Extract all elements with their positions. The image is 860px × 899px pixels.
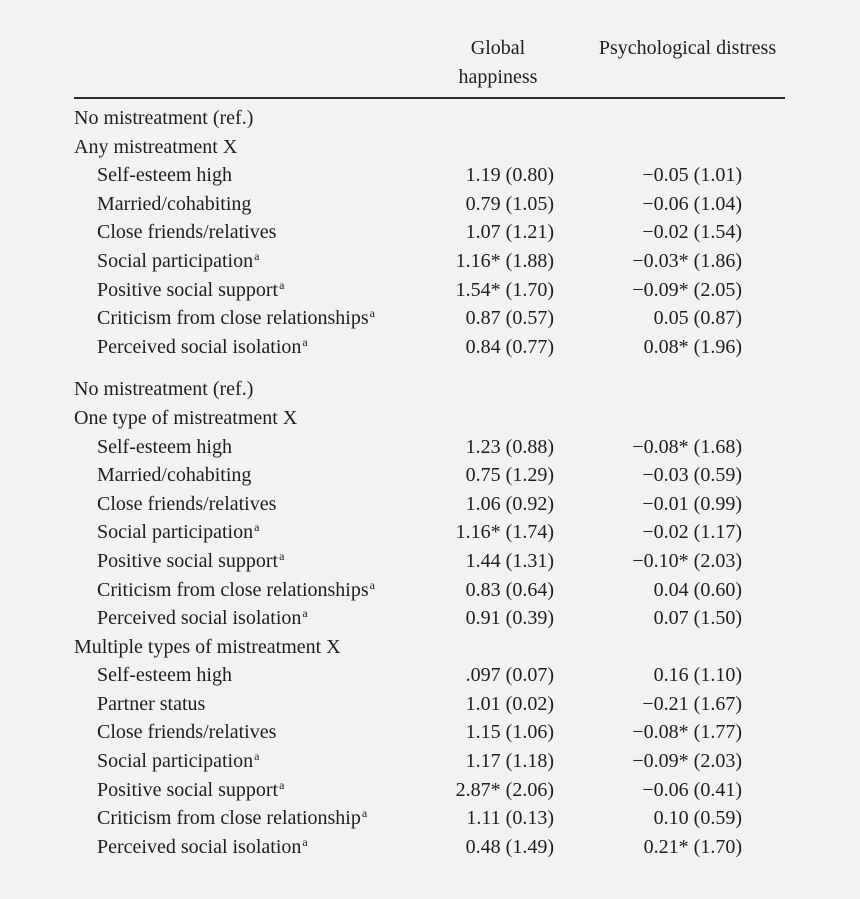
row-label: [97, 276, 284, 305]
cell-global-happiness: 1.11 (0.13): [466, 807, 554, 830]
row-label: [97, 718, 276, 747]
table-row: [74, 718, 785, 747]
row-label: [97, 690, 205, 719]
row-label: [74, 633, 341, 662]
table-row: [74, 833, 785, 862]
table-header: [74, 0, 785, 98]
footnote-marker: a: [302, 834, 308, 849]
cell-global-happiness: 1.54* (1.70): [455, 278, 554, 301]
cell-global-happiness: 1.23 (0.88): [465, 435, 554, 458]
cell-global-happiness: 0.79 (1.05): [465, 192, 554, 215]
cell-psychological-distress: −0.06 (1.04): [642, 192, 742, 215]
table-row: [74, 276, 785, 305]
cell-psychological-distress: 0.05 (0.87): [653, 307, 742, 330]
row-label-text: Perceived social isolation: [97, 335, 302, 358]
table-group-row: [74, 133, 785, 162]
footnote-marker: a: [254, 520, 260, 535]
table-row: [74, 661, 785, 690]
row-label: [97, 604, 308, 633]
row-label: [97, 190, 251, 219]
row-label: [97, 461, 251, 490]
row-label: [97, 776, 284, 805]
table-row: [74, 247, 785, 276]
cell-global-happiness: 1.01 (0.02): [465, 692, 554, 715]
cell-psychological-distress: −0.03* (1.86): [632, 249, 742, 272]
cell-global-happiness: 1.19 (0.80): [465, 164, 554, 187]
table-row: [74, 776, 785, 805]
table-group-row: [74, 633, 785, 662]
table-row: [74, 576, 785, 605]
row-label-text: Social participation: [97, 521, 254, 544]
row-label-text: Self-esteem high: [97, 435, 232, 458]
header-rule: [74, 97, 785, 99]
table-row: [74, 433, 785, 462]
row-label-text: Perceived social isolation: [97, 607, 302, 630]
row-label: [97, 304, 375, 333]
cell-psychological-distress: 0.04 (0.60): [653, 578, 742, 601]
table-row: [74, 333, 785, 362]
row-label: [97, 547, 284, 576]
row-label-text: Married/cohabiting: [97, 464, 252, 487]
cell-psychological-distress: −0.06 (0.41): [642, 778, 742, 801]
regression-table: [74, 0, 785, 858]
cell-global-happiness: .097 (0.07): [465, 664, 554, 687]
table-row: [74, 304, 785, 333]
row-label-text: Multiple types of mistreatment X: [74, 635, 341, 658]
cell-psychological-distress: 0.08* (1.96): [643, 335, 742, 358]
footnote-marker: a: [254, 749, 260, 764]
footnote-marker: a: [302, 606, 308, 621]
footnote-marker: a: [369, 577, 375, 592]
row-label: [97, 433, 232, 462]
row-label-text: Close friends/relatives: [97, 721, 277, 744]
cell-psychological-distress: −0.01 (0.99): [642, 492, 742, 515]
table-row: [74, 547, 785, 576]
cell-global-happiness: 1.06 (0.92): [465, 492, 554, 515]
table-group-row: [74, 375, 785, 404]
cell-global-happiness: 1.17 (1.18): [465, 750, 554, 773]
row-label: [97, 576, 375, 605]
row-label-text: Close friends/relatives: [97, 221, 277, 244]
row-label: [74, 104, 253, 133]
cell-psychological-distress: −0.08* (1.77): [632, 721, 742, 744]
row-label-text: Self-esteem high: [97, 164, 232, 187]
row-label-text: Criticism from close relationship: [97, 807, 361, 830]
table-row: [74, 518, 785, 547]
footnote-marker: a: [279, 277, 285, 292]
cell-global-happiness: 0.87 (0.57): [465, 307, 554, 330]
table-row: [74, 461, 785, 490]
cell-psychological-distress: 0.07 (1.50): [653, 607, 742, 630]
row-label: [97, 747, 259, 776]
cell-global-happiness: 0.75 (1.29): [465, 464, 554, 487]
footnote-marker: a: [361, 806, 368, 821]
cell-psychological-distress: 0.16 (1.10): [653, 664, 742, 687]
footnote-marker: a: [279, 548, 285, 563]
row-label: [97, 804, 367, 833]
cell-psychological-distress: −0.21 (1.67): [642, 692, 742, 715]
row-label: [97, 833, 308, 862]
row-label: [97, 161, 232, 190]
row-label: [74, 375, 253, 404]
row-label: [97, 490, 276, 519]
row-label-text: Partner status: [97, 692, 206, 715]
row-label-text: Self-esteem high: [97, 664, 232, 687]
cell-global-happiness: 0.83 (0.64): [465, 578, 554, 601]
row-label-text: Social participation: [97, 249, 254, 272]
cell-psychological-distress: −0.02 (1.54): [642, 221, 742, 244]
row-label: [97, 247, 259, 276]
cell-global-happiness: 2.87* (2.06): [455, 778, 554, 801]
cell-global-happiness: 1.44 (1.31): [465, 549, 554, 572]
row-label: [74, 133, 237, 162]
footnote-marker: a: [254, 248, 260, 263]
table-row: [74, 161, 785, 190]
cell-global-happiness: 0.91 (0.39): [465, 607, 554, 630]
row-label-text: Married/cohabiting: [97, 192, 252, 215]
cell-psychological-distress: −0.09* (2.05): [632, 278, 742, 301]
table-body: [74, 104, 785, 861]
footnote-marker: a: [279, 777, 285, 792]
row-label: [97, 661, 232, 690]
row-label: [97, 518, 259, 547]
cell-psychological-distress: −0.02 (1.17): [642, 521, 742, 544]
cell-psychological-distress: −0.09* (2.03): [632, 750, 742, 773]
cell-global-happiness: 0.48 (1.49): [465, 835, 554, 858]
row-label-text: Perceived social isolation: [97, 835, 302, 858]
table-row: [74, 190, 785, 219]
table-row: [74, 690, 785, 719]
row-label-text: One type of mistreatment X: [74, 406, 298, 429]
table-group-row: [74, 404, 785, 433]
column-header-psychological-distress: Psychological distress: [598, 37, 777, 59]
cell-global-happiness: 1.16* (1.74): [455, 521, 554, 544]
cell-psychological-distress: 0.21* (1.70): [643, 835, 742, 858]
table-row: [74, 604, 785, 633]
cell-psychological-distress: −0.08* (1.68): [632, 435, 742, 458]
cell-global-happiness: 1.15 (1.06): [465, 721, 554, 744]
row-label: [97, 218, 276, 247]
cell-global-happiness: 1.07 (1.21): [465, 221, 554, 244]
cell-global-happiness: 0.84 (0.77): [465, 335, 554, 358]
row-label-text: No mistreatment (ref.): [74, 378, 254, 401]
cell-psychological-distress: 0.10 (0.59): [653, 807, 742, 830]
row-label: [74, 404, 297, 433]
row-label-text: Positive social support: [97, 778, 279, 801]
row-label-text: Close friends/relatives: [97, 492, 277, 515]
row-label-text: Any mistreatment X: [74, 135, 238, 158]
table-row: [74, 218, 785, 247]
footnote-marker: a: [369, 306, 375, 321]
row-label-text: Criticism from close relationships: [97, 578, 369, 601]
row-label-text: Criticism from close relationships: [97, 307, 369, 330]
cell-psychological-distress: −0.05 (1.01): [642, 164, 742, 187]
row-label-text: Positive social support: [97, 278, 279, 301]
cell-psychological-distress: −0.03 (0.59): [642, 464, 742, 487]
column-header-global-happiness: Global happiness: [458, 37, 538, 88]
footnote-marker: a: [302, 334, 308, 349]
row-label-text: No mistreatment (ref.): [74, 107, 254, 129]
cell-psychological-distress: −0.10* (2.03): [632, 549, 742, 572]
row-label-text: Positive social support: [97, 549, 279, 572]
table-row: [74, 804, 785, 833]
cell-global-happiness: 1.16* (1.88): [455, 249, 554, 272]
row-label: [97, 333, 308, 362]
table-group-row: [74, 104, 785, 133]
table-row: [74, 747, 785, 776]
row-label-text: Social participation: [97, 750, 254, 773]
table-row: [74, 490, 785, 519]
